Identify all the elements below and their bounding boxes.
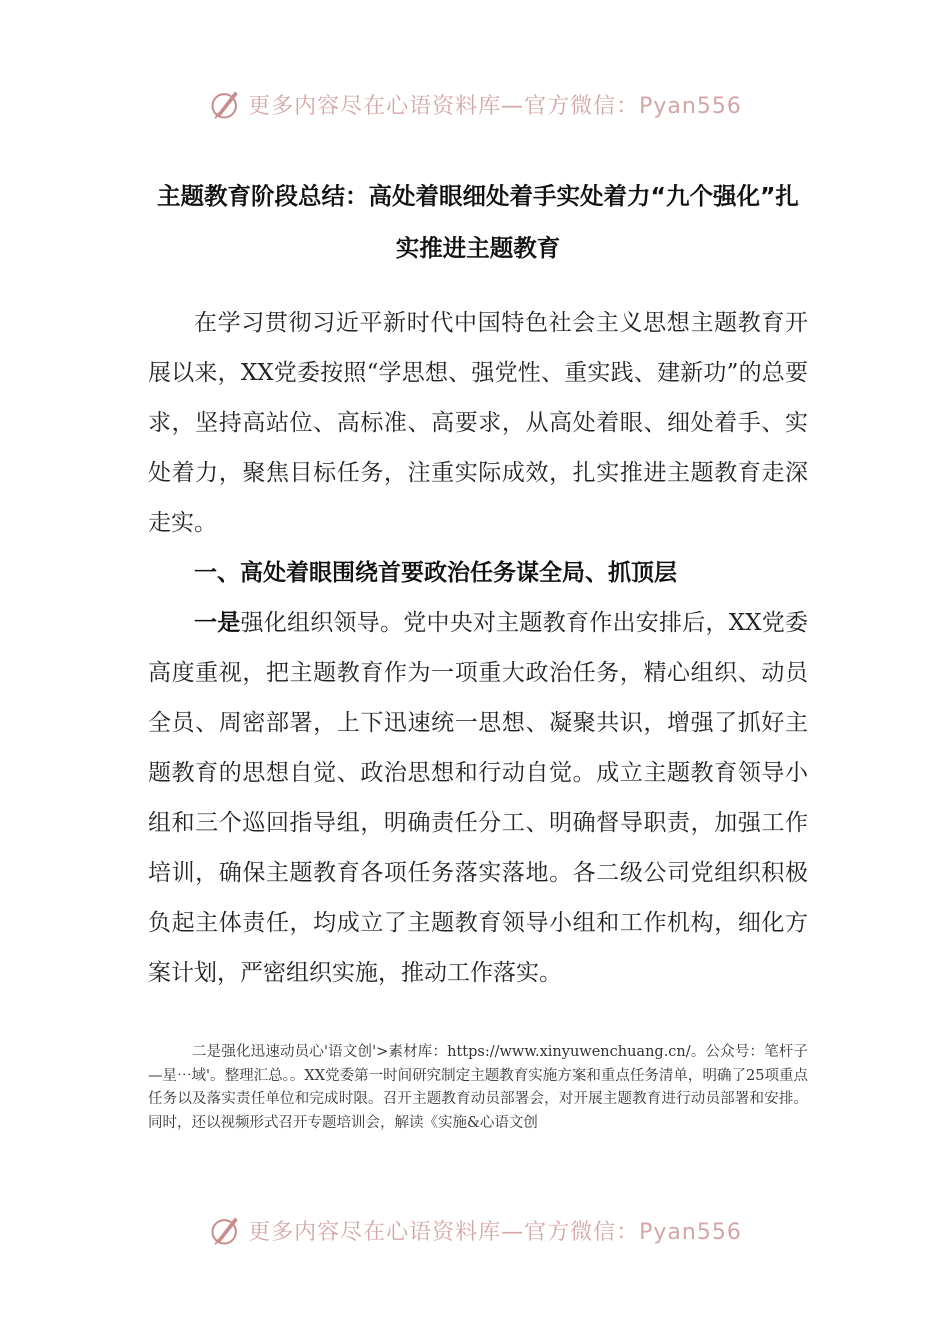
banner-text: 更多内容尽在心语资料库—官方微信：Pyan556 [248, 1219, 742, 1245]
banner-text: 更多内容尽在心语资料库—官方微信：Pyan556 [248, 93, 742, 119]
section-heading: 一、高处着眼围绕首要政治任务谋全局、抓顶层 [194, 560, 677, 586]
quill-pen-logo-icon [208, 1212, 244, 1248]
paragraph-1-lead: 一是 [194, 610, 241, 636]
footer-banner [0, 1208, 950, 1252]
document-title: 主题教育阶段总结：高处着眼细处着手实处着力“九个强化”扎实推进主题教育 [157, 182, 799, 262]
document-body [148, 298, 808, 998]
header-banner [0, 82, 950, 126]
quill-pen-logo-icon [208, 86, 244, 122]
paragraph-1 [148, 598, 808, 998]
paragraph-1-text: 强化组织领导。党中央对主题教育作出安排后，XX党委高度重视，把主题教育作为一项重大政治任务，精心组织、动员全员、周密部署，上下迅速统一思想、凝聚共识，增强了抓好主题教育的思想自觉、政治思想和行动自觉。成立主题教育领导小组和三个巡回指导组，明确责任分工、明确督导职责，加强工作培训，确保主题教育各项任务落实落地。各二级公司党组织积极负起主体责任，均成立了主题教育领导小组和工作机构，细化方案计划，严密组织实施，推动工作落实。 [148, 610, 808, 986]
paragraph-2: 二是强化迅速动员心'语文创'>素材库：https://www.xinyuwenchuang.cn/。公众号：笔杆子—星⋯域'。整理汇总。。XX党委第一时间研究制定主题教育实施方案和重点任务清单，明确了25项重点任务以及落实责任单位和完成时限。召开主题教育动员部署会，对开展主题教育进行动员部署和安排。同时，还以视频形式召开专题培训会，解读《实施&心语文创 [148, 1044, 808, 1131]
intro-paragraph: 在学习贯彻习近平新时代中国特色社会主义思想主题教育开展以来，XX党委按照“学思想、强党性、重实践、建新功”的总要求，坚持高站位、高标准、高要求，从高处着眼、细处着手、实处着力，聚焦目标任务，注重实际成效，扎实推进主题教育走深走实。 [148, 310, 808, 536]
small-text-block [148, 1041, 808, 1135]
